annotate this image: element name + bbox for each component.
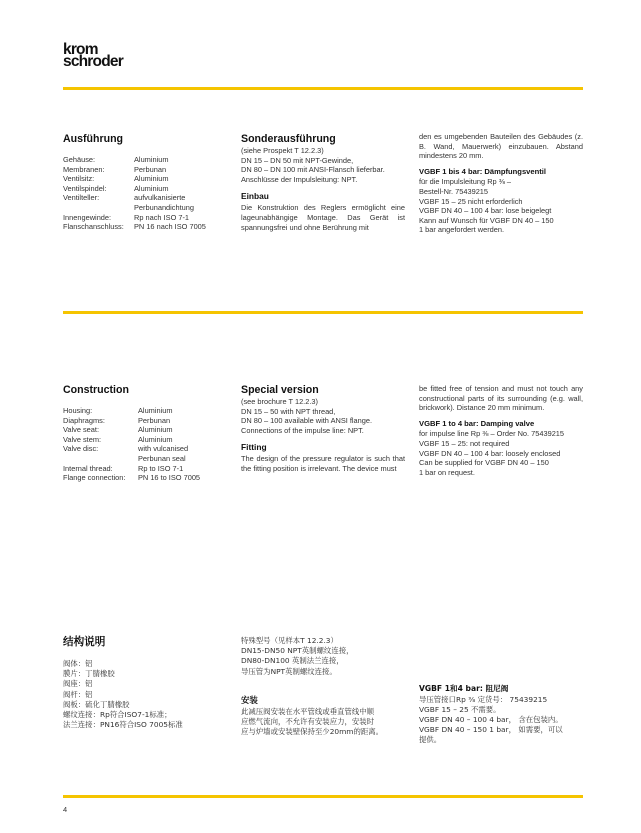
spec-row: Perbunan seal [138, 453, 186, 463]
spec-row: Flanschanschluss: PN 16 nach ISO 7005 [63, 222, 206, 232]
spec-row: 法兰连接：PN16符合ISO 7005标准 [63, 720, 183, 730]
de-construction-heading: Ausführung [63, 133, 124, 145]
page-number: 4 [63, 805, 68, 814]
cn-vgbf-heading: VGBF 1和4 bar: 阻尼阀 [419, 684, 509, 693]
cn-vgbf-column: VGBF 1和4 bar: 阻尼阀 导压管接口Rp ⅜ 定货号： 75439215 VGBF 15 – 25 不需要。 VGBF DN 40 – 100 4 bar， 含在包装内。 VGBF DN 40 – 150 1 bar， 如需要，可以 提供。 [419, 684, 583, 746]
spec-row: Gehäuse: Aluminium [63, 155, 169, 164]
spec-row: 阀座：铝 [63, 679, 93, 689]
spec-row: Valve disc: with vulcanised [63, 444, 189, 454]
cn-install-heading: 安装 [241, 694, 258, 705]
spec-row: 螺纹连接：Rp符合ISO7-1标准； [63, 710, 172, 720]
kromschroder-logo [63, 41, 123, 70]
spec-row: Ventilsitz: Aluminium [63, 174, 169, 184]
de-special-column: Sonderausführung (siehe Prospekt T 12.2.3) DN 15 – DN 50 mit NPT-Gewinde, DN 80 – DN 100 mit ANSI-Flansch lieferbar. Anschlüsse der Impulsleitung: NPT. Einbau Die Konstruktion des Reglers ermöglicht eine lageunabhängige Montage. Das Gerät ist spannungsfrei und ohne Berührung mit [241, 133, 405, 232]
spec-row: Ventilspindel: Aluminium [63, 183, 169, 193]
spec-row: Innengewinde: Rp nach ISO 7-1 [63, 212, 190, 222]
de-vgbf-heading: VGBF 1 bis 4 bar: Dämpfungsventil [419, 166, 547, 176]
en-install-heading: Fitting [241, 442, 267, 453]
logo-line-2: schroder [63, 53, 123, 70]
de-install-text: Die Konstruktion des Reglers ermöglicht eine lageunabhängige Montage. Das Gerät ist spannungsfrei und ohne Berührung mit [241, 203, 405, 232]
en-vgbf-column: be fitted free of tension and must not touch any constructional parts of its surrounding (e.g. wall, brickwork). Distance 20 mm minimum. VGBF 1 to 4 bar: Damping valve for impulse line Rp ⅜ – Order No. 75439215 VGBF 15 – 25: not required VGBF DN 40 – 100 4 bar: loosely enclosed Can be supplied for VGBF DN 40 – 150 1 bar on request. [419, 384, 583, 477]
en-special-heading: Special version [241, 384, 319, 396]
spec-row: Internal thread: Rp to ISO 7-1 [63, 463, 184, 473]
logo-line-1: krom [63, 41, 98, 58]
spec-row: Valve seat: Aluminium [63, 425, 173, 435]
spec-row: Flange connection: PN 16 to ISO 7005 [63, 473, 201, 483]
spec-row: Housing: Aluminium [63, 406, 173, 415]
bottom-rule [63, 795, 583, 798]
top-rule [63, 87, 583, 90]
de-special-heading: Sonderausführung [241, 133, 336, 145]
en-vgbf-heading: VGBF 1 to 4 bar: Damping valve [419, 418, 535, 428]
en-install-text: The design of the pressure regulator is such that the fitting position is irrelevant. The device must [241, 454, 405, 473]
de-install-heading: Einbau [241, 191, 269, 202]
spec-row: 阀板：硫化丁腈橡胶 [63, 699, 130, 709]
en-construction-column [63, 384, 233, 483]
de-vgbf-column: den es umgebenden Bauteilen des Gebäudes (z. B. Wand, Mauerwerk) einzubauen. Abstand mindestens 20 mm. VGBF 1 bis 4 bar: Dämpfungsventil für die Impulsleitung Rp ⅜ – Bestell-Nr. 75439215 VGBF 15 – 25 nicht erforderlich VGBF DN 40 – 100 4 bar: lose beigelegt Kann auf Wunsch für VGBF DN 40 – 150 1 bar angefordert werden. [419, 132, 583, 235]
en-construction-heading: Construction [63, 384, 129, 396]
spec-row: 膜片：丁腈橡胶 [63, 669, 115, 679]
spec-row: Valve stem: Aluminium [63, 434, 173, 444]
en-col3-text: be fitted free of tension and must not touch any constructional parts of its surrounding (e.g. wall, brickwork). Distance 20 mm minimum. [419, 384, 583, 413]
spec-row: 阀体：铝 [63, 659, 93, 668]
spec-row: Perbunandichtung [134, 202, 194, 212]
de-construction-column [63, 133, 223, 232]
spec-row: 阀杆：铝 [63, 689, 93, 699]
section-rule-1 [63, 311, 583, 314]
spec-row: Ventilteller: aufvulkanisierte [63, 193, 186, 203]
spec-row: Diaphragms: Perbunan [63, 415, 171, 425]
cn-special-column: 特殊型号（见样本T 12.2.3） DN15-DN50 NPT英制螺纹连接， DN80-DN100 英制法兰连接， 导压管为NPT英制螺纹连接。 安装 此减压阀安装在水平管线或垂直管线中顺 应燃气流向，不允许有安装应力，安装时 应与炉墙或安装壁保持至少20mm的距离。 [241, 636, 413, 737]
spec-row: Membranen: Perbunan [63, 164, 167, 174]
cn-construction-column [63, 636, 233, 730]
de-col3-text: den es umgebenden Bauteilen des Gebäudes (z. B. Wand, Mauerwerk) einzubauen. Abstand mindestens 20 mm. [419, 132, 583, 161]
en-special-column: Special version (see brochure T 12.2.3) DN 15 – 50 with NPT thread, DN 80 – 100 available with ANSI flange. Connections of the impulse line: NPT. Fitting The design of the pressure regulator is such that the fitting position is irrelevant. The device must [241, 384, 405, 473]
cn-construction-heading: 结构说明 [63, 636, 106, 648]
